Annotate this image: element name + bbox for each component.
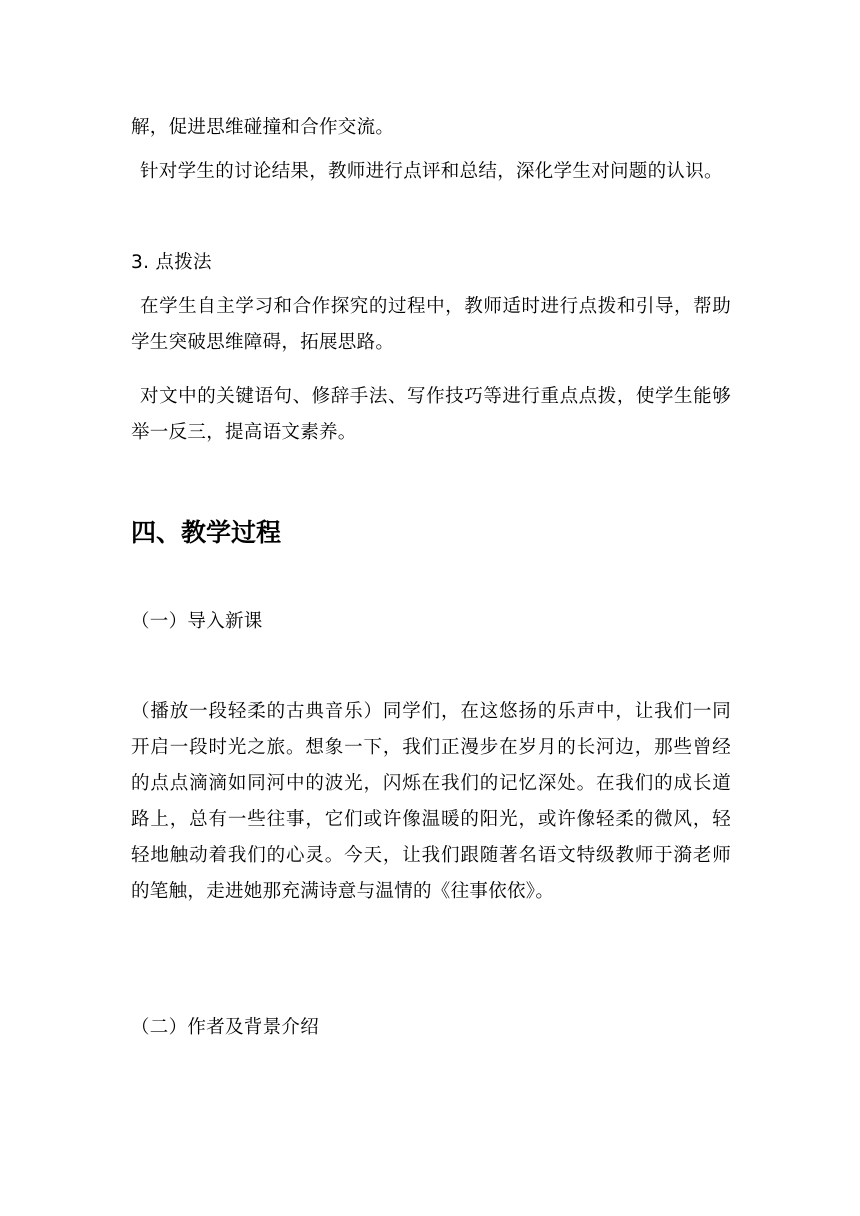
subsection-heading-introduction: （一）导入新课 [131,611,263,632]
subsection-heading-author-background: （二）作者及背景介绍 [131,1017,320,1038]
method-heading-guidance: 3. 点拨法 [131,252,212,273]
paragraph-introduction-text: （播放一段轻柔的古典音乐）同学们，在这悠扬的乐声中，让我们一同开启一段时光之旅。想象一下，我们正漫步在岁月的长河边，那些曾经的点点滴滴如同河中的波光，闪烁在我们的记忆深处。在我们的成长道路上，总有一些往事，它们或许像温暖的阳光，或许像轻柔的微风，轻轻地触动着我们的心灵。今天，让我们跟随著名语文特级教师于漪老师的笔触，走进她那充满诗意与温情的《往事依依》。 [131,701,731,902]
paragraph-key-points: 对文中的关键语句、修辞手法、写作技巧等进行重点点拨，使学生能够举一反三，提高语文素养。 [131,386,731,443]
paragraph-collaboration-continued: 解，促进思维碰撞和合作交流。 [131,117,395,138]
paragraph-teacher-review: 针对学生的讨论结果，教师进行点评和总结，深化学生对问题的认识。 [140,161,723,182]
section-heading-teaching-process: 四、教学过程 [131,518,282,547]
paragraph-guidance-process: 在学生自主学习和合作探究的过程中，教师适时进行点拨和引导，帮助学生突破思维障碍，拓展思路。 [131,296,731,353]
